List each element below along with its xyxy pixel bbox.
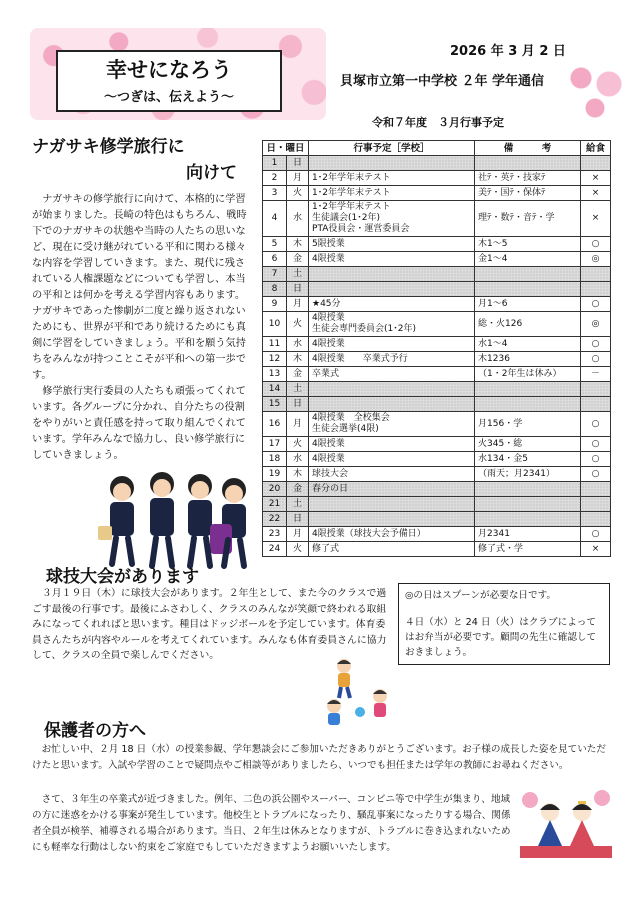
remarks-cell: （雨天；月2341）: [475, 467, 581, 482]
remarks-cell: 修了式・学: [475, 542, 581, 557]
schedule-row: [263, 297, 611, 312]
weekday-cell: 日: [287, 282, 309, 297]
hina-dolls-illustration: [520, 786, 612, 862]
event-cell: 卒業式: [309, 367, 475, 382]
remarks-cell: [475, 267, 581, 282]
schedule-row: [263, 542, 611, 557]
schedule-header-row: [263, 141, 611, 156]
day-cell: 15: [263, 397, 287, 412]
event-cell: [309, 156, 475, 171]
day-cell: 6: [263, 252, 287, 267]
weekday-cell: 火: [287, 542, 309, 557]
lunch-cell: ◎: [581, 312, 611, 337]
remarks-cell: 理ﾃ・数ﾃ・音ﾃ・学: [475, 201, 581, 237]
lunch-cell: [581, 156, 611, 171]
schedule-row: [263, 367, 611, 382]
newsletter-title: 幸せになろう: [106, 58, 232, 82]
remarks-cell: 月2341: [475, 527, 581, 542]
remarks-cell: [475, 156, 581, 171]
remarks-cell: 金1～4: [475, 252, 581, 267]
schedule-row: [263, 397, 611, 412]
remarks-cell: [475, 397, 581, 412]
lunch-cell: [581, 497, 611, 512]
lunch-cell: [581, 382, 611, 397]
lunch-cell: ○: [581, 297, 611, 312]
day-cell: 12: [263, 352, 287, 367]
day-cell: 19: [263, 467, 287, 482]
remarks-cell: 木1～5: [475, 237, 581, 252]
weekday-cell: 日: [287, 512, 309, 527]
schedule-table-wrapper: [262, 140, 610, 557]
weekday-cell: 土: [287, 382, 309, 397]
weekday-cell: 土: [287, 497, 309, 512]
day-cell: 20: [263, 482, 287, 497]
school-name: 貝塚市立第一中学校 ２年 学年通信: [340, 74, 545, 89]
lunch-cell: [581, 267, 611, 282]
remarks-cell: 社ﾃ・英ﾃ・技家ﾃ: [475, 171, 581, 186]
issue-date: 2026 年 3 月 2 日: [450, 44, 566, 59]
event-cell: 修了式: [309, 542, 475, 557]
day-cell: 17: [263, 437, 287, 452]
schedule-row: [263, 171, 611, 186]
sports-paragraph: ３月１９日（木）に球技大会があります。２年生として、また今のクラスで過ごす最後の行事です。最後にふさわしく、クラスのみんなが笑顔で終われる取組みになってくれればと思います。種目はドッジボールを予定しています。体育委員さんたちが内容やルールを考えてくれています。みんなも体育委員さんに協力して、クラスの全員で楽しんでください。: [32, 588, 387, 661]
event-cell: 春分の日: [309, 482, 475, 497]
weekday-cell: 土: [287, 267, 309, 282]
weekday-cell: 火: [287, 186, 309, 201]
schedule-row: [263, 437, 611, 452]
lunch-cell: ×: [581, 186, 611, 201]
remarks-cell: 月1～6: [475, 297, 581, 312]
schedule-row: [263, 252, 611, 267]
lunch-cell: ○: [581, 527, 611, 542]
remarks-cell: 美ﾃ・国ﾃ・保体ﾃ: [475, 186, 581, 201]
spoon-note: ◎の日はスプーンが必要な日です。: [405, 590, 557, 601]
lunch-cell: [581, 482, 611, 497]
remarks-cell: （1・2年生は休み）: [475, 367, 581, 382]
event-cell: 4限授業: [309, 452, 475, 467]
event-cell: 球技大会: [309, 467, 475, 482]
bento-note: ４日（水）と 24 日（火）はクラブによってはお弁当が必要です。顧問の先生に確認しておきましょう。: [405, 617, 597, 658]
remarks-cell: [475, 497, 581, 512]
schedule-row: [263, 482, 611, 497]
weekday-cell: 水: [287, 201, 309, 237]
event-cell: 1･2年学年末テスト: [309, 186, 475, 201]
day-cell: 7: [263, 267, 287, 282]
weekday-cell: 月: [287, 297, 309, 312]
event-cell: [309, 382, 475, 397]
day-cell: 11: [263, 337, 287, 352]
schedule-row: [263, 497, 611, 512]
schedule-row: [263, 337, 611, 352]
event-cell: 4限授業 全校集会 生徒会選挙(4限): [309, 412, 475, 437]
lunch-cell: ○: [581, 437, 611, 452]
schedule-row: [263, 237, 611, 252]
students-illustration: [92, 466, 262, 574]
event-cell: [309, 282, 475, 297]
lunch-cell: ○: [581, 237, 611, 252]
lunch-cell: ×: [581, 201, 611, 237]
weekday-cell: 月: [287, 527, 309, 542]
lunch-cell: [581, 282, 611, 297]
schedule-row: [263, 412, 611, 437]
weekday-cell: 月: [287, 412, 309, 437]
remarks-cell: 木1236: [475, 352, 581, 367]
lunch-cell: ○: [581, 452, 611, 467]
event-cell: [309, 267, 475, 282]
trip-paragraph-1: ナガサキの修学旅行に向けて、本格的に学習が始まりました。長崎の特色はもちろん、戦時下でのナガサキの状態や当時の人たちの思いなど、現在に受け継がれている平和に関わる様々な内容を学習していきます。また、現代に残されている人権課題などについても学習し、本当の平和とは何かを考える学習内容もあります。ナガサキであった惨劇が二度と繰り返されないためにも、世界が平和であり続けるためにも真剣に学習をしていきましょう。平和を願う気持ちをみんなが持つことこそが平和への第一歩です。: [32, 194, 247, 381]
schedule-row: [263, 201, 611, 237]
day-cell: 18: [263, 452, 287, 467]
header-date: 日・曜日: [263, 141, 309, 156]
day-cell: 4: [263, 201, 287, 237]
header-remarks: 備 考: [475, 141, 581, 156]
schedule-row: [263, 282, 611, 297]
trip-paragraph-2: 修学旅行実行委員の人たちも頑張ってくれています。各グループに分かれ、自分たちの役割をやりがいと責任感を持って取り組んでくれています。学年みんなで協力し、良い修学旅行にしていきましょう。: [32, 386, 246, 461]
weekday-cell: 火: [287, 312, 309, 337]
event-cell: [309, 512, 475, 527]
remarks-cell: 総・火126: [475, 312, 581, 337]
schedule-title: 令和７年度 ３月行事予定: [372, 116, 504, 129]
remarks-cell: 火345・総: [475, 437, 581, 452]
weekday-cell: 木: [287, 237, 309, 252]
header-lunch: 給食: [581, 141, 611, 156]
day-cell: 2: [263, 171, 287, 186]
remarks-cell: 水134・金5: [475, 452, 581, 467]
event-cell: 4限授業: [309, 437, 475, 452]
lunch-cell: ○: [581, 352, 611, 367]
sports-heading: 球技大会があります: [46, 567, 199, 587]
schedule-row: [263, 156, 611, 171]
event-cell: 5限授業: [309, 237, 475, 252]
schedule-row: [263, 452, 611, 467]
lunch-cell: ○: [581, 412, 611, 437]
remarks-cell: [475, 482, 581, 497]
event-cell: ★45分: [309, 297, 475, 312]
remarks-cell: [475, 282, 581, 297]
day-cell: 5: [263, 237, 287, 252]
lunch-cell: [581, 512, 611, 527]
day-cell: 13: [263, 367, 287, 382]
day-cell: 22: [263, 512, 287, 527]
day-cell: 24: [263, 542, 287, 557]
trip-heading-line2: 向けて: [186, 163, 237, 183]
event-cell: 4限授業（球技大会予備日）: [309, 527, 475, 542]
cherry-blossom-icon: [560, 60, 630, 120]
day-cell: 9: [263, 297, 287, 312]
weekday-cell: 日: [287, 397, 309, 412]
schedule-row: [263, 467, 611, 482]
event-cell: 4限授業: [309, 337, 475, 352]
weekday-cell: 金: [287, 252, 309, 267]
weekday-cell: 金: [287, 367, 309, 382]
schedule-row: [263, 186, 611, 201]
weekday-cell: 日: [287, 156, 309, 171]
weekday-cell: 火: [287, 437, 309, 452]
event-cell: 4限授業: [309, 252, 475, 267]
schedule-row: [263, 267, 611, 282]
day-cell: 10: [263, 312, 287, 337]
event-cell: [309, 497, 475, 512]
day-cell: 14: [263, 382, 287, 397]
remarks-cell: 月156・学: [475, 412, 581, 437]
event-cell: 4限授業 生徒会専門委員会(1･2年): [309, 312, 475, 337]
guardians-heading: 保護者の方へ: [44, 721, 146, 741]
lunch-cell: ×: [581, 171, 611, 186]
schedule-row: [263, 312, 611, 337]
lunch-cell: ○: [581, 337, 611, 352]
guardians-paragraph-1: お忙しい中、２月 18 日（水）の授業参観、学年懇談会にご参加いただきありがとうございます。お子様の成長した姿を見ていただけたと思います。入試や学習のことで疑問点やご相談等がありましたら、いつでも担任または学年の教師にお尋ねください。: [32, 744, 606, 771]
event-cell: [309, 397, 475, 412]
lunch-cell: ◎: [581, 252, 611, 267]
event-cell: 1･2年学年末テスト 生徒議会(1･2年) PTA役員会・運営委員会: [309, 201, 475, 237]
remarks-cell: 水1～4: [475, 337, 581, 352]
header-event: 行事予定［学校］: [309, 141, 475, 156]
day-cell: 23: [263, 527, 287, 542]
schedule-row: [263, 382, 611, 397]
remarks-cell: [475, 382, 581, 397]
day-cell: 1: [263, 156, 287, 171]
day-cell: 3: [263, 186, 287, 201]
lunch-cell: ○: [581, 467, 611, 482]
day-cell: 8: [263, 282, 287, 297]
event-cell: 4限授業 卒業式予行: [309, 352, 475, 367]
remarks-cell: [475, 512, 581, 527]
weekday-cell: 木: [287, 352, 309, 367]
weekday-cell: 水: [287, 452, 309, 467]
lunch-cell: －: [581, 367, 611, 382]
weekday-cell: 金: [287, 482, 309, 497]
day-cell: 21: [263, 497, 287, 512]
dodgeball-illustration: [322, 656, 402, 730]
weekday-cell: 月: [287, 171, 309, 186]
lunch-cell: ×: [581, 542, 611, 557]
newsletter-subtitle: ～つぎは、伝えよう～: [103, 90, 234, 105]
day-cell: 16: [263, 412, 287, 437]
schedule-table: [262, 140, 611, 557]
guardians-paragraph-2: さて、３年生の卒業式が近づきました。例年、二色の浜公園やスーパー、コンビニ等で中学生が集まり、地域の方に迷惑をかける事案が発生しています。他校生とトラブルになったり、騒乱事案になったりする場合、関係者全員が検挙、補導される場合があります。当日、２年生は休みとなりますが、トラブルに巻き込まれないためにも軽率な行動はしない約束をご家庭でもしていただきますようお願いいたします。: [32, 794, 511, 853]
lunch-cell: [581, 397, 611, 412]
lunch-note-box: [398, 583, 610, 665]
schedule-row: [263, 527, 611, 542]
trip-heading-line1: ナガサキ修学旅行に: [32, 137, 185, 157]
schedule-row: [263, 512, 611, 527]
weekday-cell: 水: [287, 337, 309, 352]
event-cell: 1･2年学年末テスト: [309, 171, 475, 186]
schedule-row: [263, 352, 611, 367]
weekday-cell: 木: [287, 467, 309, 482]
